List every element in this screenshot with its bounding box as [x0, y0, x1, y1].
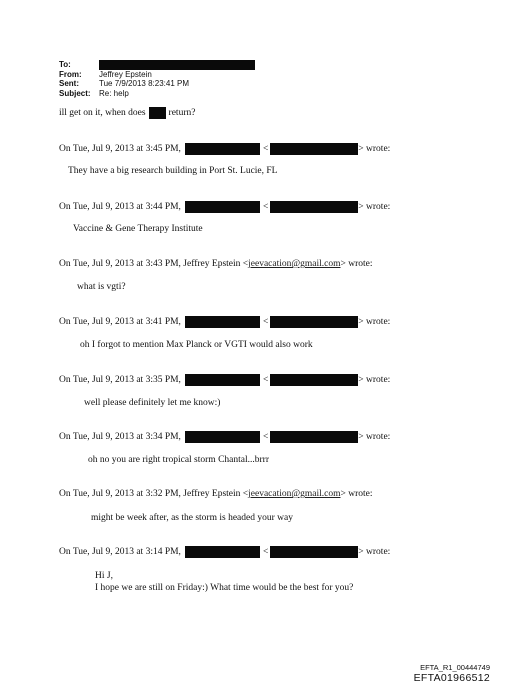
wrote-label: > wrote: — [340, 259, 373, 269]
lt-sign: < — [262, 317, 269, 327]
from-label: From: — [59, 69, 82, 79]
wrote-label: > wrote: — [340, 489, 373, 499]
wrote-label: > wrote: — [358, 432, 391, 442]
redacted-sender-name — [185, 546, 260, 558]
quote-header — [59, 431, 390, 443]
wrote-label: > wrote: — [358, 317, 391, 327]
wrote-label: > wrote: — [358, 547, 391, 557]
quote-date: On Tue, Jul 9, 2013 at 3:45 PM, — [59, 144, 181, 154]
wrote-label: > wrote: — [358, 144, 391, 154]
redacted-sender-name — [185, 431, 260, 443]
quote-header — [59, 546, 390, 558]
redacted-name — [149, 107, 166, 119]
quote-header — [59, 316, 390, 328]
redacted-sender-name — [185, 316, 260, 328]
to-label: To: — [59, 60, 71, 69]
lt-sign: < — [262, 547, 269, 557]
quote-date: On Tue, Jul 9, 2013 at 3:43 PM, Jeffrey Epstein < — [59, 259, 249, 269]
quote-header — [59, 489, 373, 499]
quote-header — [59, 259, 373, 269]
quote-header — [59, 143, 390, 155]
quote-body-line-2: I hope we are still on Friday:) What time would be the best for you? — [95, 583, 354, 593]
quote-date: On Tue, Jul 9, 2013 at 3:34 PM, — [59, 432, 181, 442]
redacted-sender-name — [185, 143, 260, 155]
reply-line — [59, 107, 195, 119]
lt-sign: < — [262, 375, 269, 385]
subject-label: Subject: — [59, 88, 91, 98]
lt-sign: < — [262, 202, 269, 212]
quote-date: On Tue, Jul 9, 2013 at 3:44 PM, — [59, 202, 181, 212]
lt-sign: < — [262, 144, 269, 154]
redacted-recipient — [99, 60, 255, 70]
quote-date: On Tue, Jul 9, 2013 at 3:41 PM, — [59, 317, 181, 327]
lt-sign: < — [262, 432, 269, 442]
quote-header — [59, 374, 390, 386]
quote-body: Vaccine & Gene Therapy Institute — [73, 224, 203, 234]
quote-body: oh I forgot to mention Max Planck or VGTI would also work — [80, 340, 313, 350]
redacted-sender-email — [270, 546, 358, 558]
email-link[interactable]: jeevacation@gmail.com — [248, 489, 341, 499]
bates-number-small: EFTA_R1_00444749 — [420, 663, 490, 672]
to-row — [59, 60, 255, 70]
quote-body: oh no you are right tropical storm Chantal...brrr — [88, 455, 269, 465]
from-row — [59, 70, 255, 80]
redacted-sender-email — [270, 316, 358, 328]
quote-body: well please definitely let me know:) — [84, 398, 221, 408]
sent-value: Tue 7/9/2013 8:23:41 PM — [99, 79, 189, 88]
reply-text-2: return? — [168, 108, 196, 118]
sent-row — [59, 79, 255, 89]
redacted-sender-email — [270, 431, 358, 443]
redacted-sender-name — [185, 201, 260, 213]
redacted-sender-email — [270, 143, 358, 155]
quote-body: might be week after, as the storm is headed your way — [91, 513, 293, 523]
quote-date: On Tue, Jul 9, 2013 at 3:35 PM, — [59, 375, 181, 385]
bates-number: EFTA01966512 — [413, 672, 490, 684]
reply-text-1: ill get on it, when does — [59, 108, 146, 118]
from-value: Jeffrey Epstein — [99, 69, 152, 79]
email-link[interactable]: jeevacation@gmail.com — [248, 259, 341, 269]
redacted-sender-email — [270, 374, 358, 386]
subject-value: Re: help — [99, 88, 129, 98]
redacted-sender-email — [270, 201, 358, 213]
sent-label: Sent: — [59, 79, 79, 88]
quote-body: what is vgti? — [77, 282, 126, 292]
quote-body: Hi J, — [95, 571, 113, 581]
quote-body: They have a big research building in Port St. Lucie, FL — [68, 166, 278, 176]
subject-row — [59, 89, 255, 99]
wrote-label: > wrote: — [358, 375, 391, 385]
quote-header — [59, 201, 390, 213]
quote-date: On Tue, Jul 9, 2013 at 3:32 PM, Jeffrey Epstein < — [59, 489, 249, 499]
redacted-sender-name — [185, 374, 260, 386]
wrote-label: > wrote: — [358, 202, 391, 212]
email-header — [59, 60, 255, 98]
quote-date: On Tue, Jul 9, 2013 at 3:14 PM, — [59, 547, 181, 557]
